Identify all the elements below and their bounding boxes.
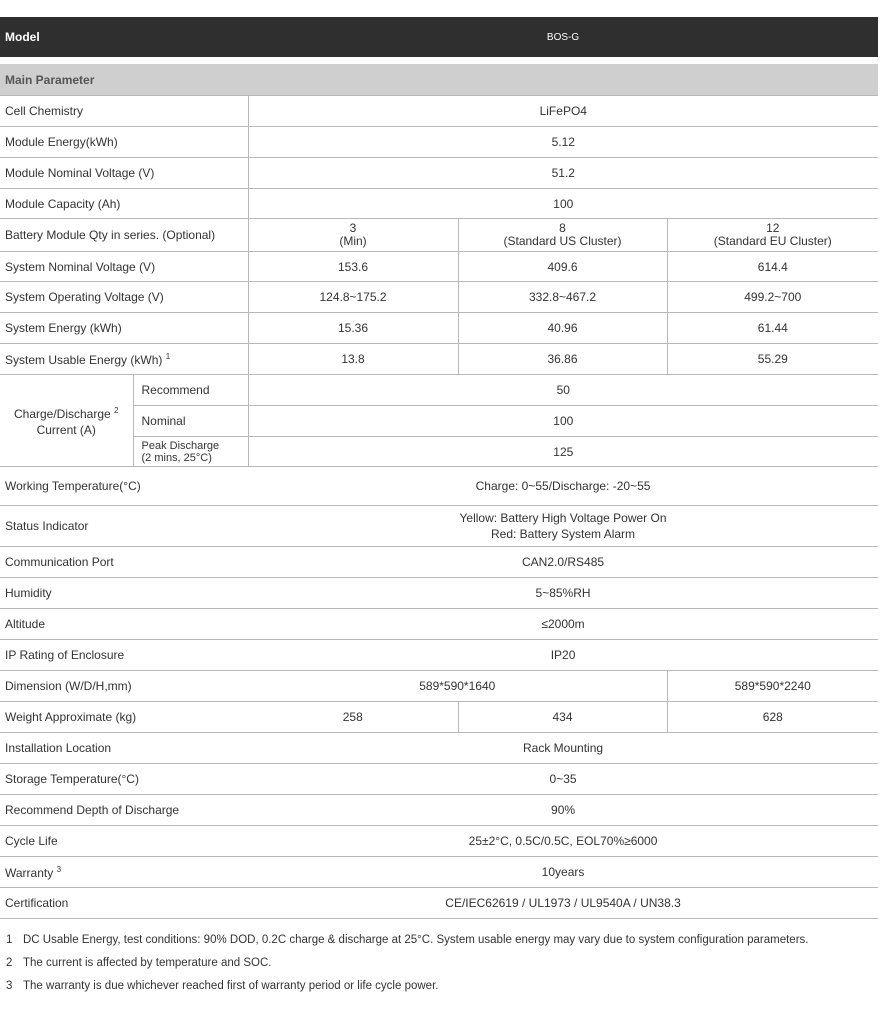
footnote: 1 DC Usable Energy, test conditions: 90% DOD, 0.2C charge & discharge at 25°C. System usable energy may vary due to system configuration parameters.: [6, 934, 809, 946]
table-row: [0, 158, 878, 189]
section-title: Main Parameter: [0, 64, 878, 96]
table-row: [0, 313, 878, 344]
row-label: System Energy (kWh): [0, 313, 248, 344]
table-row: [0, 282, 878, 313]
row-value: 10years: [248, 857, 878, 888]
row-label: Battery Module Qty in series. (Optional): [0, 219, 248, 252]
row-label: Module Nominal Voltage (V): [0, 158, 248, 189]
row-label: Working Temperature(°C): [0, 467, 248, 506]
row-value: 332.8~467.2: [458, 282, 667, 313]
table-row: [0, 127, 878, 158]
row-label: Weight Approximate (kg): [0, 702, 248, 733]
table-row: [0, 888, 878, 919]
row-value: 124.8~175.2: [248, 282, 458, 313]
row-value: 589*590*1640: [248, 671, 667, 702]
table-row: [0, 578, 878, 609]
table-row: [0, 467, 878, 506]
row-label: Status Indicator: [0, 506, 248, 547]
row-value: LiFePO4: [248, 96, 878, 127]
row-value: 628: [667, 702, 878, 733]
row-value: Rack Mounting: [248, 733, 878, 764]
table-row: [0, 857, 878, 888]
table-row: [0, 764, 878, 795]
table-row: [0, 826, 878, 857]
section-header-row: [0, 64, 878, 96]
table-row: [0, 640, 878, 671]
row-label: Communication Port: [0, 547, 248, 578]
row-value: 55.29: [667, 344, 878, 375]
table-row: [0, 506, 878, 547]
row-label: Cell Chemistry: [0, 96, 248, 127]
row-label: Module Capacity (Ah): [0, 189, 248, 219]
table-row: [0, 733, 878, 764]
table-row: [0, 609, 878, 640]
row-label: Warranty $^3$: [0, 857, 248, 888]
row-value: 50: [248, 375, 878, 406]
spec-table: [0, 17, 878, 919]
sub-label: Peak Discharge (2 mins, 25°C): [133, 437, 248, 467]
row-label: Module Energy(kWh): [0, 127, 248, 158]
model-value: BOS-G: [248, 17, 878, 57]
row-value: 434: [458, 702, 667, 733]
table-row: [0, 375, 878, 406]
table-row: [0, 219, 878, 252]
row-value: 13.8: [248, 344, 458, 375]
row-value: Yellow: Battery High Voltage Power On Red: Battery System Alarm: [248, 506, 878, 547]
row-value: 258: [248, 702, 458, 733]
model-header-row: [0, 17, 878, 57]
row-label: Recommend Depth of Discharge: [0, 795, 248, 826]
row-label: IP Rating of Enclosure: [0, 640, 248, 671]
row-value: 153.6: [248, 252, 458, 282]
footnotes: [6, 929, 808, 998]
row-value: Charge: 0~55/Discharge: -20~55: [248, 467, 878, 506]
table-row: [0, 189, 878, 219]
row-label: System Nominal Voltage (V): [0, 252, 248, 282]
row-value: 36.86: [458, 344, 667, 375]
row-label: Installation Location: [0, 733, 248, 764]
row-label: Dimension (W/D/H,mm): [0, 671, 248, 702]
row-label: System Usable Energy (kWh) $^1$: [0, 344, 248, 375]
row-label: Certification: [0, 888, 248, 919]
row-value: 40.96: [458, 313, 667, 344]
row-value: 125: [248, 437, 878, 467]
row-value: 5.12: [248, 127, 878, 158]
table-row: [0, 702, 878, 733]
row-value: 61.44: [667, 313, 878, 344]
row-label: Altitude: [0, 609, 248, 640]
row-value: 614.4: [667, 252, 878, 282]
qty-us-cell: 8 (Standard US Cluster): [458, 219, 667, 252]
row-label: Storage Temperature(°C): [0, 764, 248, 795]
row-label: Cycle Life: [0, 826, 248, 857]
row-value: 100: [248, 189, 878, 219]
qty-eu-cell: 12 (Standard EU Cluster): [667, 219, 878, 252]
table-row: [0, 671, 878, 702]
row-value: IP20: [248, 640, 878, 671]
row-value: ≤2000m: [248, 609, 878, 640]
row-value: 5~85%RH: [248, 578, 878, 609]
charge-discharge-label: Charge/Discharge $^2$ Current (A): [0, 375, 133, 467]
sub-label: Nominal: [133, 406, 248, 437]
row-value: 589*590*2240: [667, 671, 878, 702]
row-value: CE/IEC62619 / UL1973 / UL9540A / UN38.3: [248, 888, 878, 919]
sub-label: Recommend: [133, 375, 248, 406]
table-row: [0, 547, 878, 578]
row-value: CAN2.0/RS485: [248, 547, 878, 578]
row-value: 25±2°C, 0.5C/0.5C, EOL70%≥6000: [248, 826, 878, 857]
row-value: 409.6: [458, 252, 667, 282]
row-value: 51.2: [248, 158, 878, 189]
row-label: Humidity: [0, 578, 248, 609]
table-row: [0, 252, 878, 282]
table-row: [0, 96, 878, 127]
footnote: 2 The current is affected by temperature and SOC.: [6, 957, 272, 969]
row-value: 15.36: [248, 313, 458, 344]
row-label: System Operating Voltage (V): [0, 282, 248, 313]
qty-min-cell: 3 (Min): [248, 219, 458, 252]
table-row: [0, 795, 878, 826]
row-value: 499.2~700: [667, 282, 878, 313]
row-value: 90%: [248, 795, 878, 826]
footnote: 3 The warranty is due whichever reached first of warranty period or life cycle power.: [6, 980, 439, 992]
model-label: Model: [0, 17, 248, 57]
row-value: 0~35: [248, 764, 878, 795]
row-value: 100: [248, 406, 878, 437]
table-row: [0, 344, 878, 375]
